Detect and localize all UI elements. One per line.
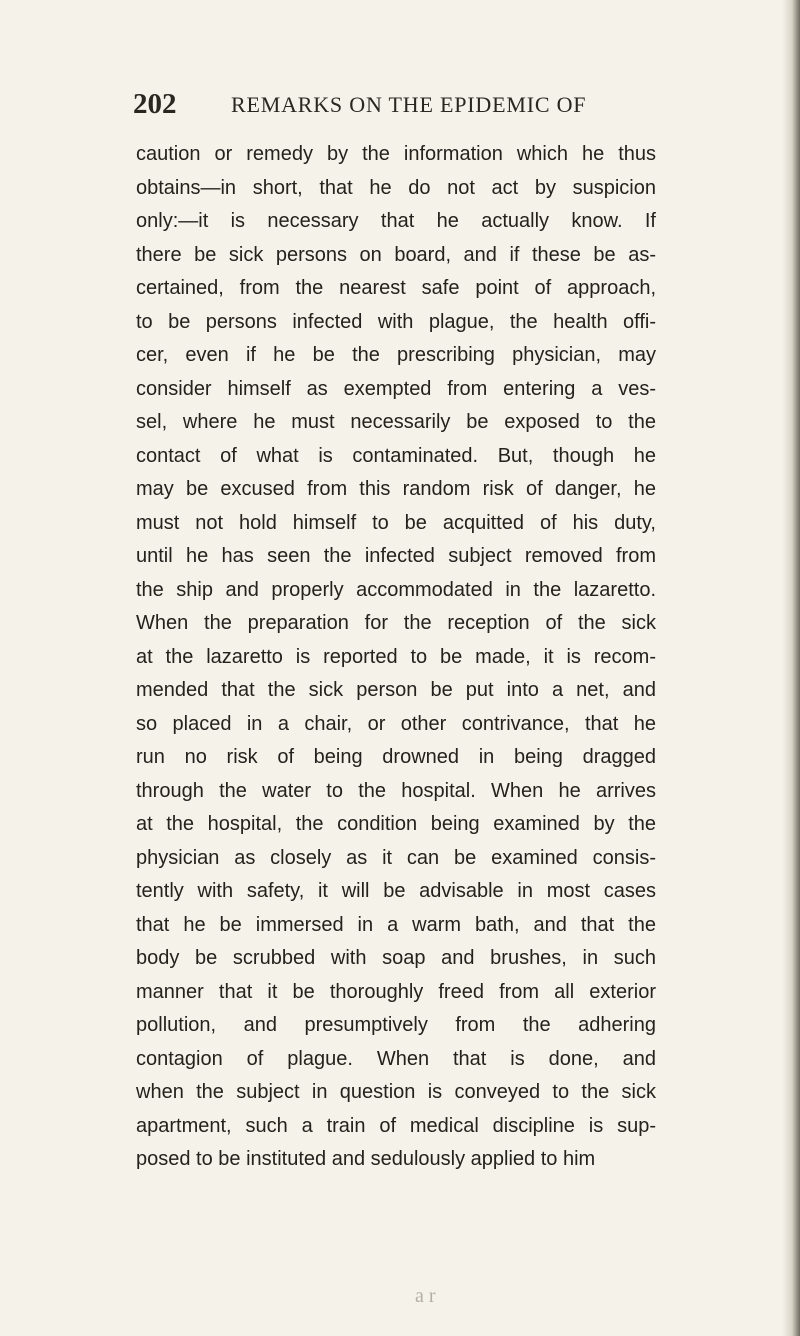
text-line: mended that the sick person be put into a net, and xyxy=(136,679,656,701)
text-line: there be sick persons on board, and if these be as- xyxy=(136,243,656,266)
text-line: posed to be instituted and sedulously applied to him xyxy=(136,1148,596,1170)
page-edge-shadow xyxy=(782,0,800,1336)
text-line: at the lazaretto is reported to be made, it is recom- xyxy=(136,645,656,668)
text-line: must not hold himself to be acquitted of his duty, xyxy=(136,511,656,534)
text-line: tently with safety, it will be advisable in most cases xyxy=(136,880,656,902)
body-text xyxy=(136,138,656,1177)
text-line: obtains—in short, that he do not act by suspicion xyxy=(136,176,656,199)
text-line: apartment, such a train of medical discipline is sup- xyxy=(136,1114,656,1137)
text-line: through the water to the hospital. When he arrives xyxy=(136,779,656,802)
text-line: certained, from the nearest safe point of approach, xyxy=(136,277,656,299)
text-line: manner that it be thoroughly freed from all exterior xyxy=(136,980,656,1003)
text-line: contact of what is contaminated. But, though he xyxy=(136,444,656,467)
text-line: when the subject in question is conveyed to the sick xyxy=(136,1081,656,1103)
text-line: may be excused from this random risk of danger, he xyxy=(136,478,656,500)
text-line: sel, where he must necessarily be exposed to the xyxy=(136,411,656,433)
faint-bleed-through-mark: a r xyxy=(415,1285,436,1307)
text-line: physician as closely as it can be examined consis- xyxy=(136,846,656,869)
text-line: When the preparation for the reception of the sick xyxy=(136,612,656,634)
text-line: pollution, and presumptively from the adhering xyxy=(136,1014,656,1036)
running-title: REMARKS ON THE EPIDEMIC OF xyxy=(231,92,587,117)
text-line: to be persons infected with plague, the health offi- xyxy=(136,310,656,333)
text-line: that he be immersed in a warm bath, and that the xyxy=(136,913,656,936)
text-line: only:—it is necessary that he actually know. If xyxy=(136,210,656,232)
text-line: the ship and properly accommodated in the lazaretto. xyxy=(136,578,656,601)
page-number: 202 xyxy=(133,88,177,120)
text-line: caution or remedy by the information which he thus xyxy=(136,143,656,165)
text-line: run no risk of being drowned in being dragged xyxy=(136,746,656,768)
text-line: so placed in a chair, or other contrivance, that he xyxy=(136,712,656,735)
text-line: body be scrubbed with soap and brushes, in such xyxy=(136,947,656,969)
text-line: contagion of plague. When that is done, and xyxy=(136,1047,656,1070)
text-line: at the hospital, the condition being examined by the xyxy=(136,813,656,835)
text-line: until he has seen the infected subject removed from xyxy=(136,545,656,567)
text-line: cer, even if he be the prescribing physician, may xyxy=(136,344,656,366)
text-line: consider himself as exempted from entering a ves- xyxy=(136,377,656,400)
running-header xyxy=(133,86,633,126)
